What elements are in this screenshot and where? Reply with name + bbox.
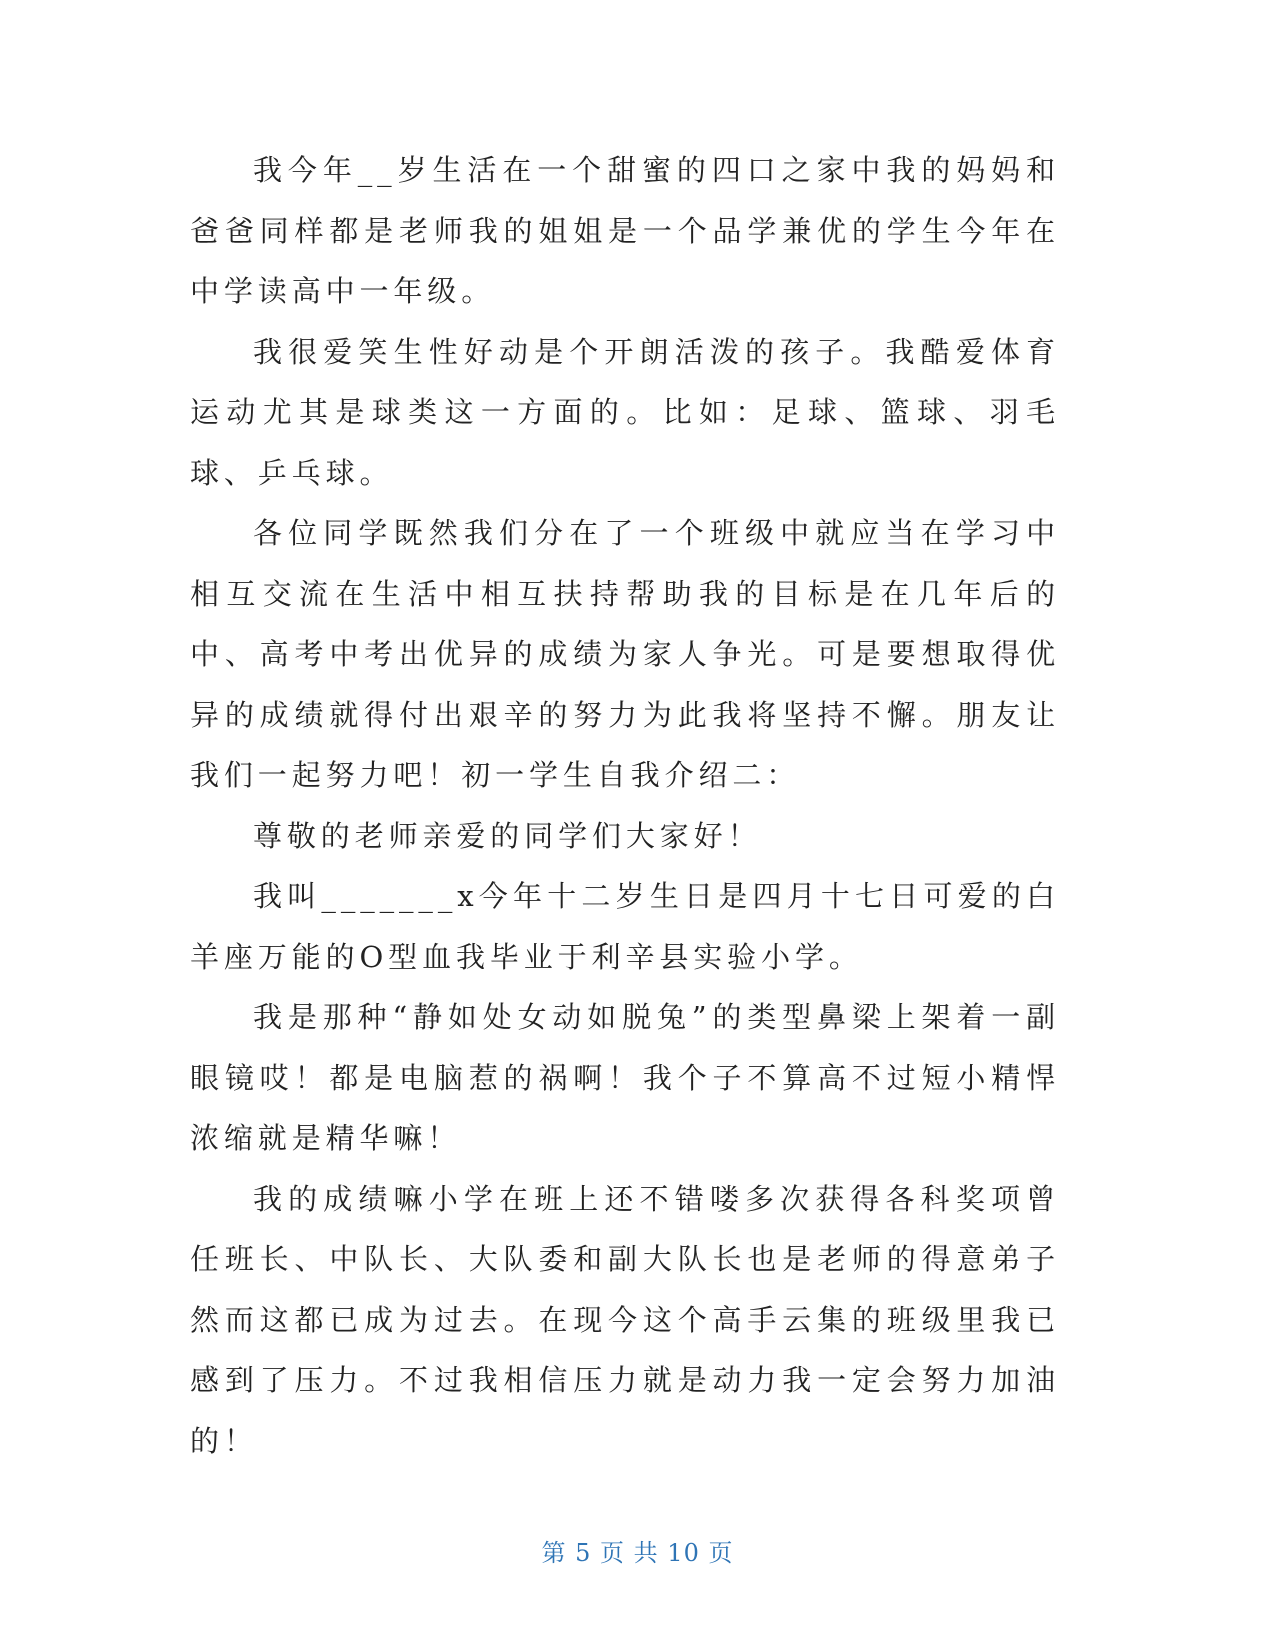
paragraph-2: 我很爱笑生性好动是个开朗活泼的孩子。我酷爱体育运动尤其是球类这一方面的。比如：足球、篮球、羽毛球、乒乓球。 — [190, 334, 1060, 490]
document-body — [190, 140, 1060, 1471]
paragraph-4: 尊敬的老师亲爱的同学们大家好！ — [253, 818, 762, 853]
paragraph-5: 我叫_______x今年十二岁生日是四月十七日可爱的白羊座万能的O型血我毕业于利辛县实验小学。 — [190, 879, 1060, 974]
paragraph-7: 我的成绩嘛小学在班上还不错喽多次获得各科奖项曾任班长、中队长、大队委和副大队长也是老师的得意弟子然而这都已成为过去。在现今这个高手云集的班级里我已感到了压力。不过我相信压力就是动力我一定会努力加油的！ — [190, 1181, 1060, 1458]
paragraph-3: 各位同学既然我们分在了一个班级中就应当在学习中相互交流在生活中相互扶持帮助我的目标是在几年后的中、高考中考出优异的成绩为家人争光。可是要想取得优异的成绩就得付出艰辛的努力为此我将坚持不懈。朋友让我们一起努力吧！初一学生自我介绍二： — [190, 516, 1060, 792]
paragraph-1: 我今年__岁生活在一个甜蜜的四口之家中我的妈妈和爸爸同样都是老师我的姐姐是一个品学兼优的学生今年在中学读高中一年级。 — [190, 153, 1060, 308]
page-number-footer: 第 5 页 共 10 页 — [541, 1539, 734, 1567]
paragraph-6: 我是那种“静如处女动如脱兔”的类型鼻梁上架着一副眼镜哎！都是电脑惹的祸啊！我个子不算高不过短小精悍浓缩就是精华嘛！ — [190, 1000, 1060, 1155]
